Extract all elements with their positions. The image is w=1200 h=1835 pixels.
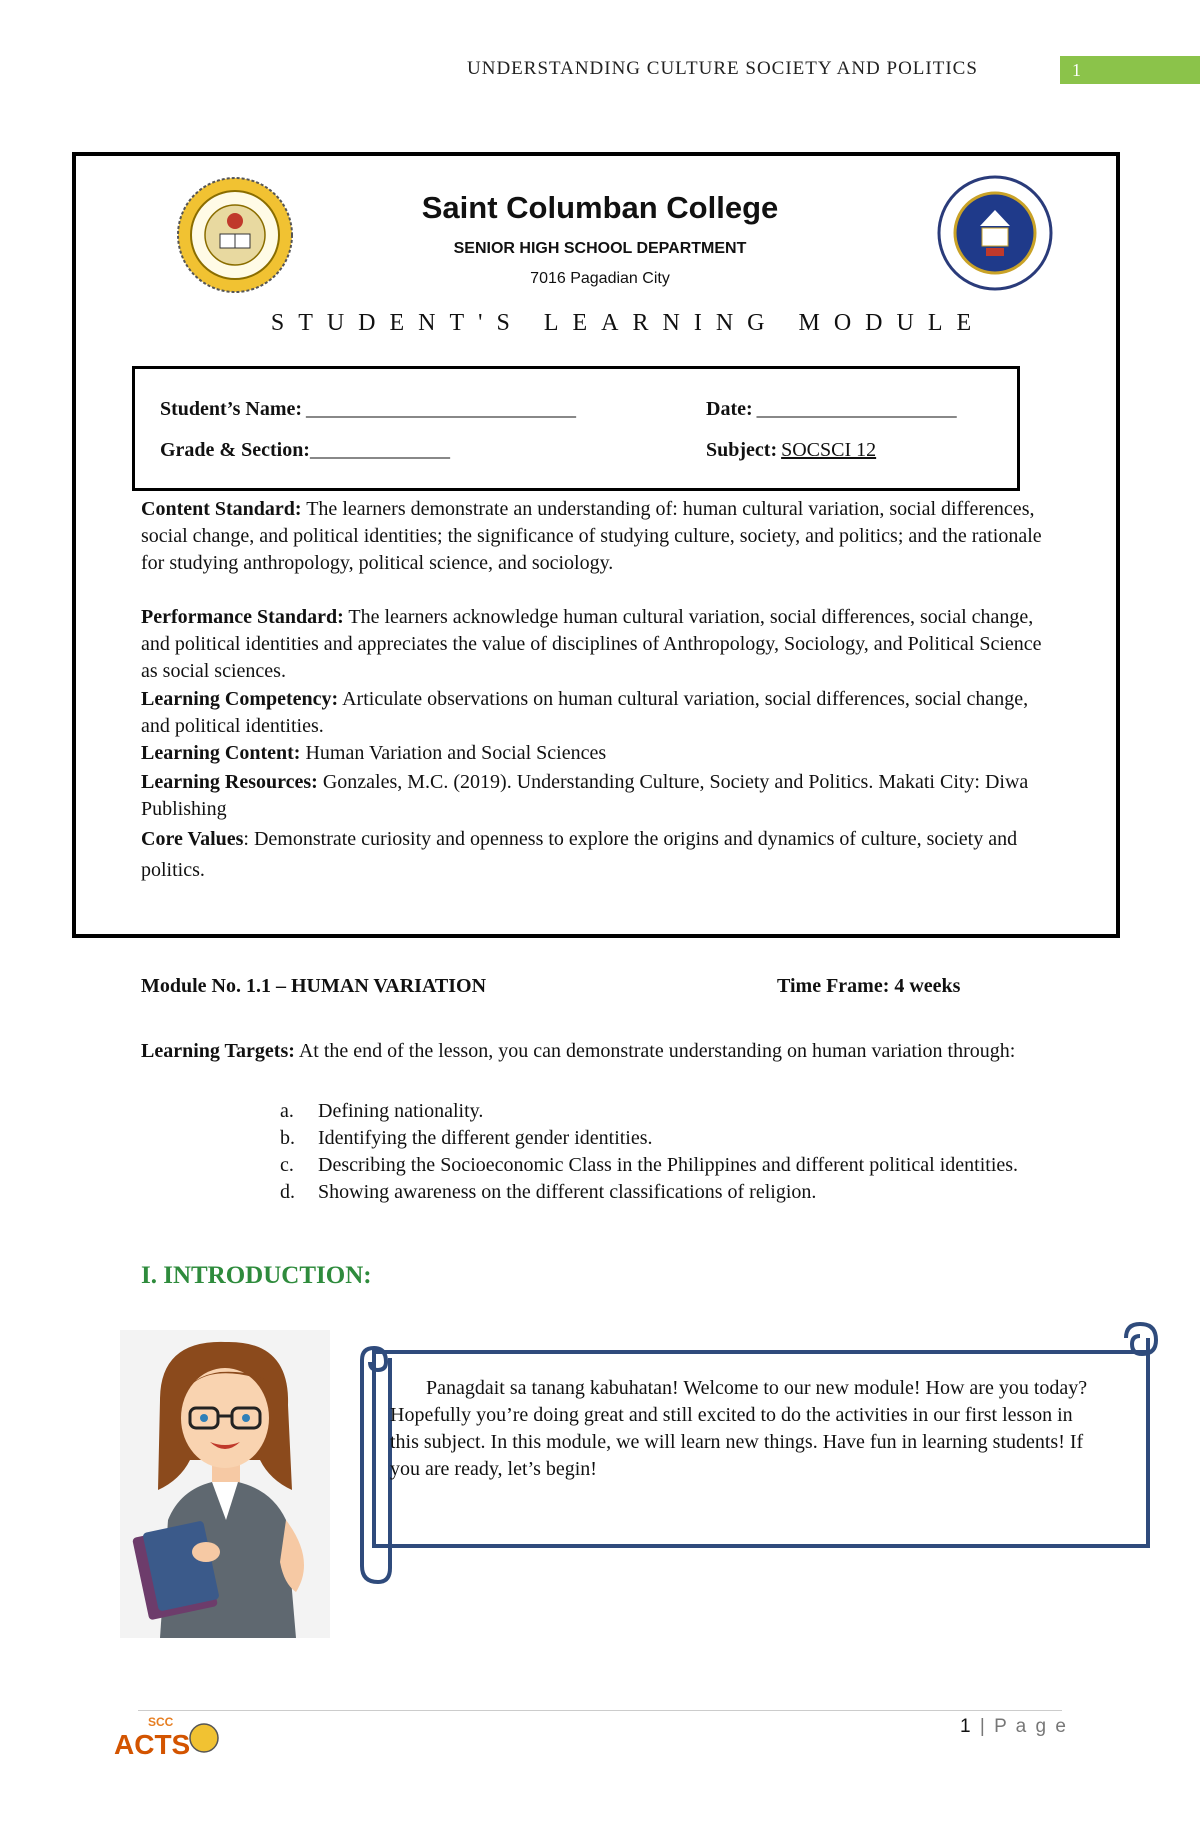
- performance-standard: [141, 604, 1061, 685]
- learning-content-text: Human Variation and Social Sciences: [305, 742, 607, 764]
- learning-resources-text: Gonzales, M.C. (2019). Understanding Culture, Society and Politics. Makati City: Diwa Publishing: [141, 771, 1029, 820]
- learning-content: [141, 740, 1061, 767]
- learning-competency-label: Learning Competency:: [141, 688, 339, 710]
- module-banner-title: STUDENT'S LEARNING MODULE: [270, 310, 986, 336]
- department-name: SENIOR HIGH SCHOOL DEPARTMENT: [453, 240, 747, 257]
- svg-text:SCC: SCC: [148, 1715, 174, 1729]
- time-frame: Time Frame: 4 weeks: [777, 975, 961, 997]
- learning-content-label: Learning Content:: [141, 742, 301, 764]
- performance-standard-label: Performance Standard:: [141, 606, 344, 628]
- learning-targets-label: Learning Targets:: [141, 1040, 295, 1062]
- list-item: a. Defining nationality.: [280, 1100, 484, 1122]
- running-header-title: UNDERSTANDING CULTURE SOCIETY AND POLITICS: [467, 58, 978, 79]
- list-item: c. Describing the Socioeconomic Class in the Philippines and different political identities.: [280, 1154, 1019, 1176]
- subject-value: SOCSCI 12: [781, 439, 877, 461]
- svg-text:ACTS: ACTS: [114, 1729, 191, 1760]
- content-standard-text: The learners demonstrate an understanding of: human cultural variation, social differences, social change, and political identities; the significance of studying culture, society, and politics; and the rationale for studying anthropology, political science, and sociology.: [141, 498, 1042, 574]
- introduction-heading: I. INTRODUCTION:: [141, 1262, 372, 1289]
- teacher-illustration: [120, 1330, 330, 1638]
- footer-page-number: 1 | P a g e: [960, 1716, 1068, 1737]
- footer-divider: [138, 1710, 1062, 1711]
- subject-label: Subject:: [706, 439, 778, 461]
- core-values-text: : Demonstrate curiosity and openness to explore the origins and dynamics of culture, society and politics.: [141, 828, 1018, 881]
- student-name-field[interactable]: ___________________________: [306, 398, 577, 420]
- running-header-page-number: 1: [1060, 56, 1200, 84]
- performance-standard-text: The learners acknowledge human cultural variation, social differences, social change, and political identities and appreciates the value of disciplines of Anthropology, Sociology, and Political Science as social sciences.: [141, 606, 1042, 682]
- content-standard: [141, 496, 1061, 577]
- core-values-label: Core Values: [141, 828, 244, 850]
- list-item: d. Showing awareness on the different classifications of religion.: [280, 1181, 817, 1203]
- learning-resources-label: Learning Resources:: [141, 771, 318, 793]
- scc-acts-logo: [106, 1710, 226, 1760]
- learning-targets-list: [280, 1098, 1070, 1206]
- list-item: b. Identifying the different gender identities.: [280, 1127, 653, 1149]
- learning-targets: [141, 1036, 1061, 1066]
- learning-resources: [141, 769, 1061, 823]
- student-info-box: [132, 366, 1020, 491]
- core-values: [141, 824, 1061, 886]
- learning-targets-intro: At the end of the lesson, you can demonstrate understanding on human variation through:: [298, 1040, 1016, 1062]
- college-address: 7016 Pagadian City: [530, 270, 670, 287]
- acts-logo-icon: [106, 1710, 226, 1760]
- learning-competency: [141, 686, 1061, 740]
- date-field[interactable]: ____________________: [756, 398, 957, 420]
- college-name: Saint Columban College: [421, 190, 779, 225]
- date-label: Date:: [706, 398, 753, 420]
- grade-section-label: Grade & Section:: [160, 439, 310, 461]
- module-number: Module No. 1.1 – HUMAN VARIATION: [141, 975, 487, 997]
- content-standard-label: Content Standard:: [141, 498, 302, 520]
- grade-section-field[interactable]: ______________: [309, 439, 450, 461]
- welcome-message: Panagdait sa tanang kabuhatan! Welcome to our new module! How are you today? Hopefully you’re doing great and still excited to do the activities in our first lesson in this subject. In this module, we will learn new things. Have fun in learning students! If you are ready, let’s begin!: [390, 1377, 1088, 1480]
- student-name-label: Student’s Name:: [160, 398, 303, 420]
- learning-competency-text: Articulate observations on human cultural variation, social differences, social change, and political identities.: [141, 688, 1029, 737]
